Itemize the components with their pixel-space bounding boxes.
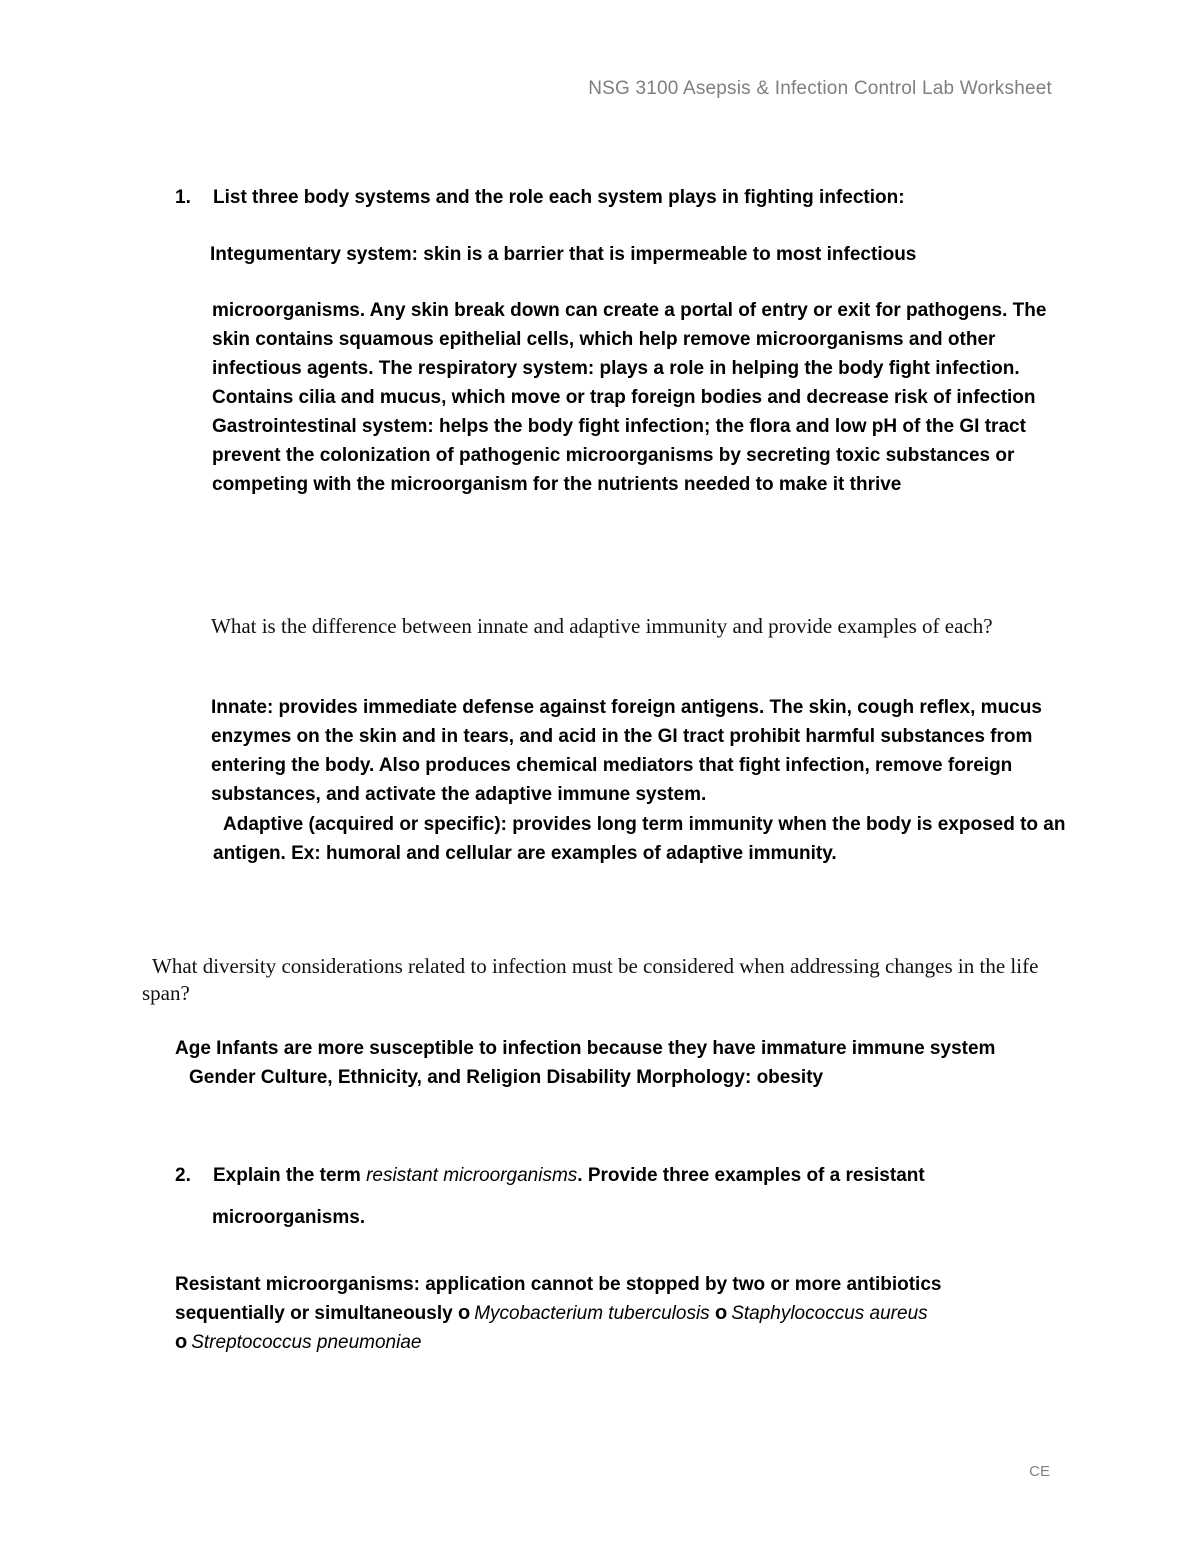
answer-diversity-line1: Age Infants are more susceptible to infection because they have immature immune system	[175, 1038, 996, 1059]
answer-1-line1: Integumentary system: skin is a barrier that is impermeable to most infectious	[210, 244, 917, 265]
question-number: 2.	[175, 1165, 191, 1186]
answer-diversity-line2: Gender Culture, Ethnicity, and Religion Disability Morphology: obesity	[189, 1067, 824, 1088]
footer-initials: CE	[1029, 1463, 1050, 1480]
question-number: 1.	[175, 187, 191, 208]
answer-2-intro: Resistant microorganisms: application cannot be stopped by two or more antibiotics sequentially or simultaneously	[175, 1274, 942, 1324]
question-2-prompt-line2: microorganisms.	[212, 1207, 366, 1228]
question-2-prompt-start: Explain the term	[213, 1165, 367, 1186]
bullet-icon: o	[714, 1302, 728, 1324]
bullet-icon: o	[457, 1302, 471, 1324]
bullet-icon: o	[175, 1331, 188, 1353]
question-diversity: What diversity considerations related to infection must be considered when addressing changes in the life span?	[142, 954, 1039, 1005]
question-1-prompt: List three body systems and the role each system plays in fighting infection:	[213, 187, 905, 208]
question-2	[175, 1161, 1075, 1190]
answer-2	[175, 1270, 1055, 1357]
question-2-term: resistant microorganisms	[366, 1165, 578, 1186]
answer-adaptive: Adaptive (acquired or specific): provides long term immunity when the body is exposed to an antigen. Ex: humoral and cellular are examples of adaptive immunity.	[213, 814, 1066, 864]
question-innate-adaptive: What is the difference between innate and adaptive immunity and provide examples of each?	[211, 614, 993, 638]
answer-1-body: microorganisms. Any skin break down can create a portal of entry or exit for pathogens. The skin contains squamous epithelial cells, which help remove microorganisms and other infectious agents. The respiratory system: plays a role in helping the body fight infection. Contains cilia and mucus, which move or trap foreign bodies and decrease risk of infection Gastrointestinal system: helps the body fight infection; the flora and low pH of the GI tract prevent the colonization of pathogenic microorganisms by secreting toxic substances or competing with the microorganism for the nutrients needed to make it thrive	[212, 300, 1047, 495]
answer-innate: Innate: provides immediate defense against foreign antigens. The skin, cough reflex, mucus enzymes on the skin and in tears, and acid in the GI tract prohibit harmful substances from entering the body. Also produces chemical mediators that fight infection, remove foreign substances, and activate the adaptive immune system.	[211, 697, 1042, 805]
question-1	[175, 183, 1075, 212]
question-2-prompt-end: . Provide three examples of a resistant	[577, 1165, 925, 1186]
page-header: NSG 3100 Asepsis & Infection Control Lab Worksheet	[588, 78, 1052, 99]
resistant-example: Staphylococcus aureus	[731, 1303, 928, 1324]
resistant-example: Mycobacterium tuberculosis	[474, 1303, 710, 1324]
resistant-example: Streptococcus pneumoniae	[191, 1332, 422, 1353]
